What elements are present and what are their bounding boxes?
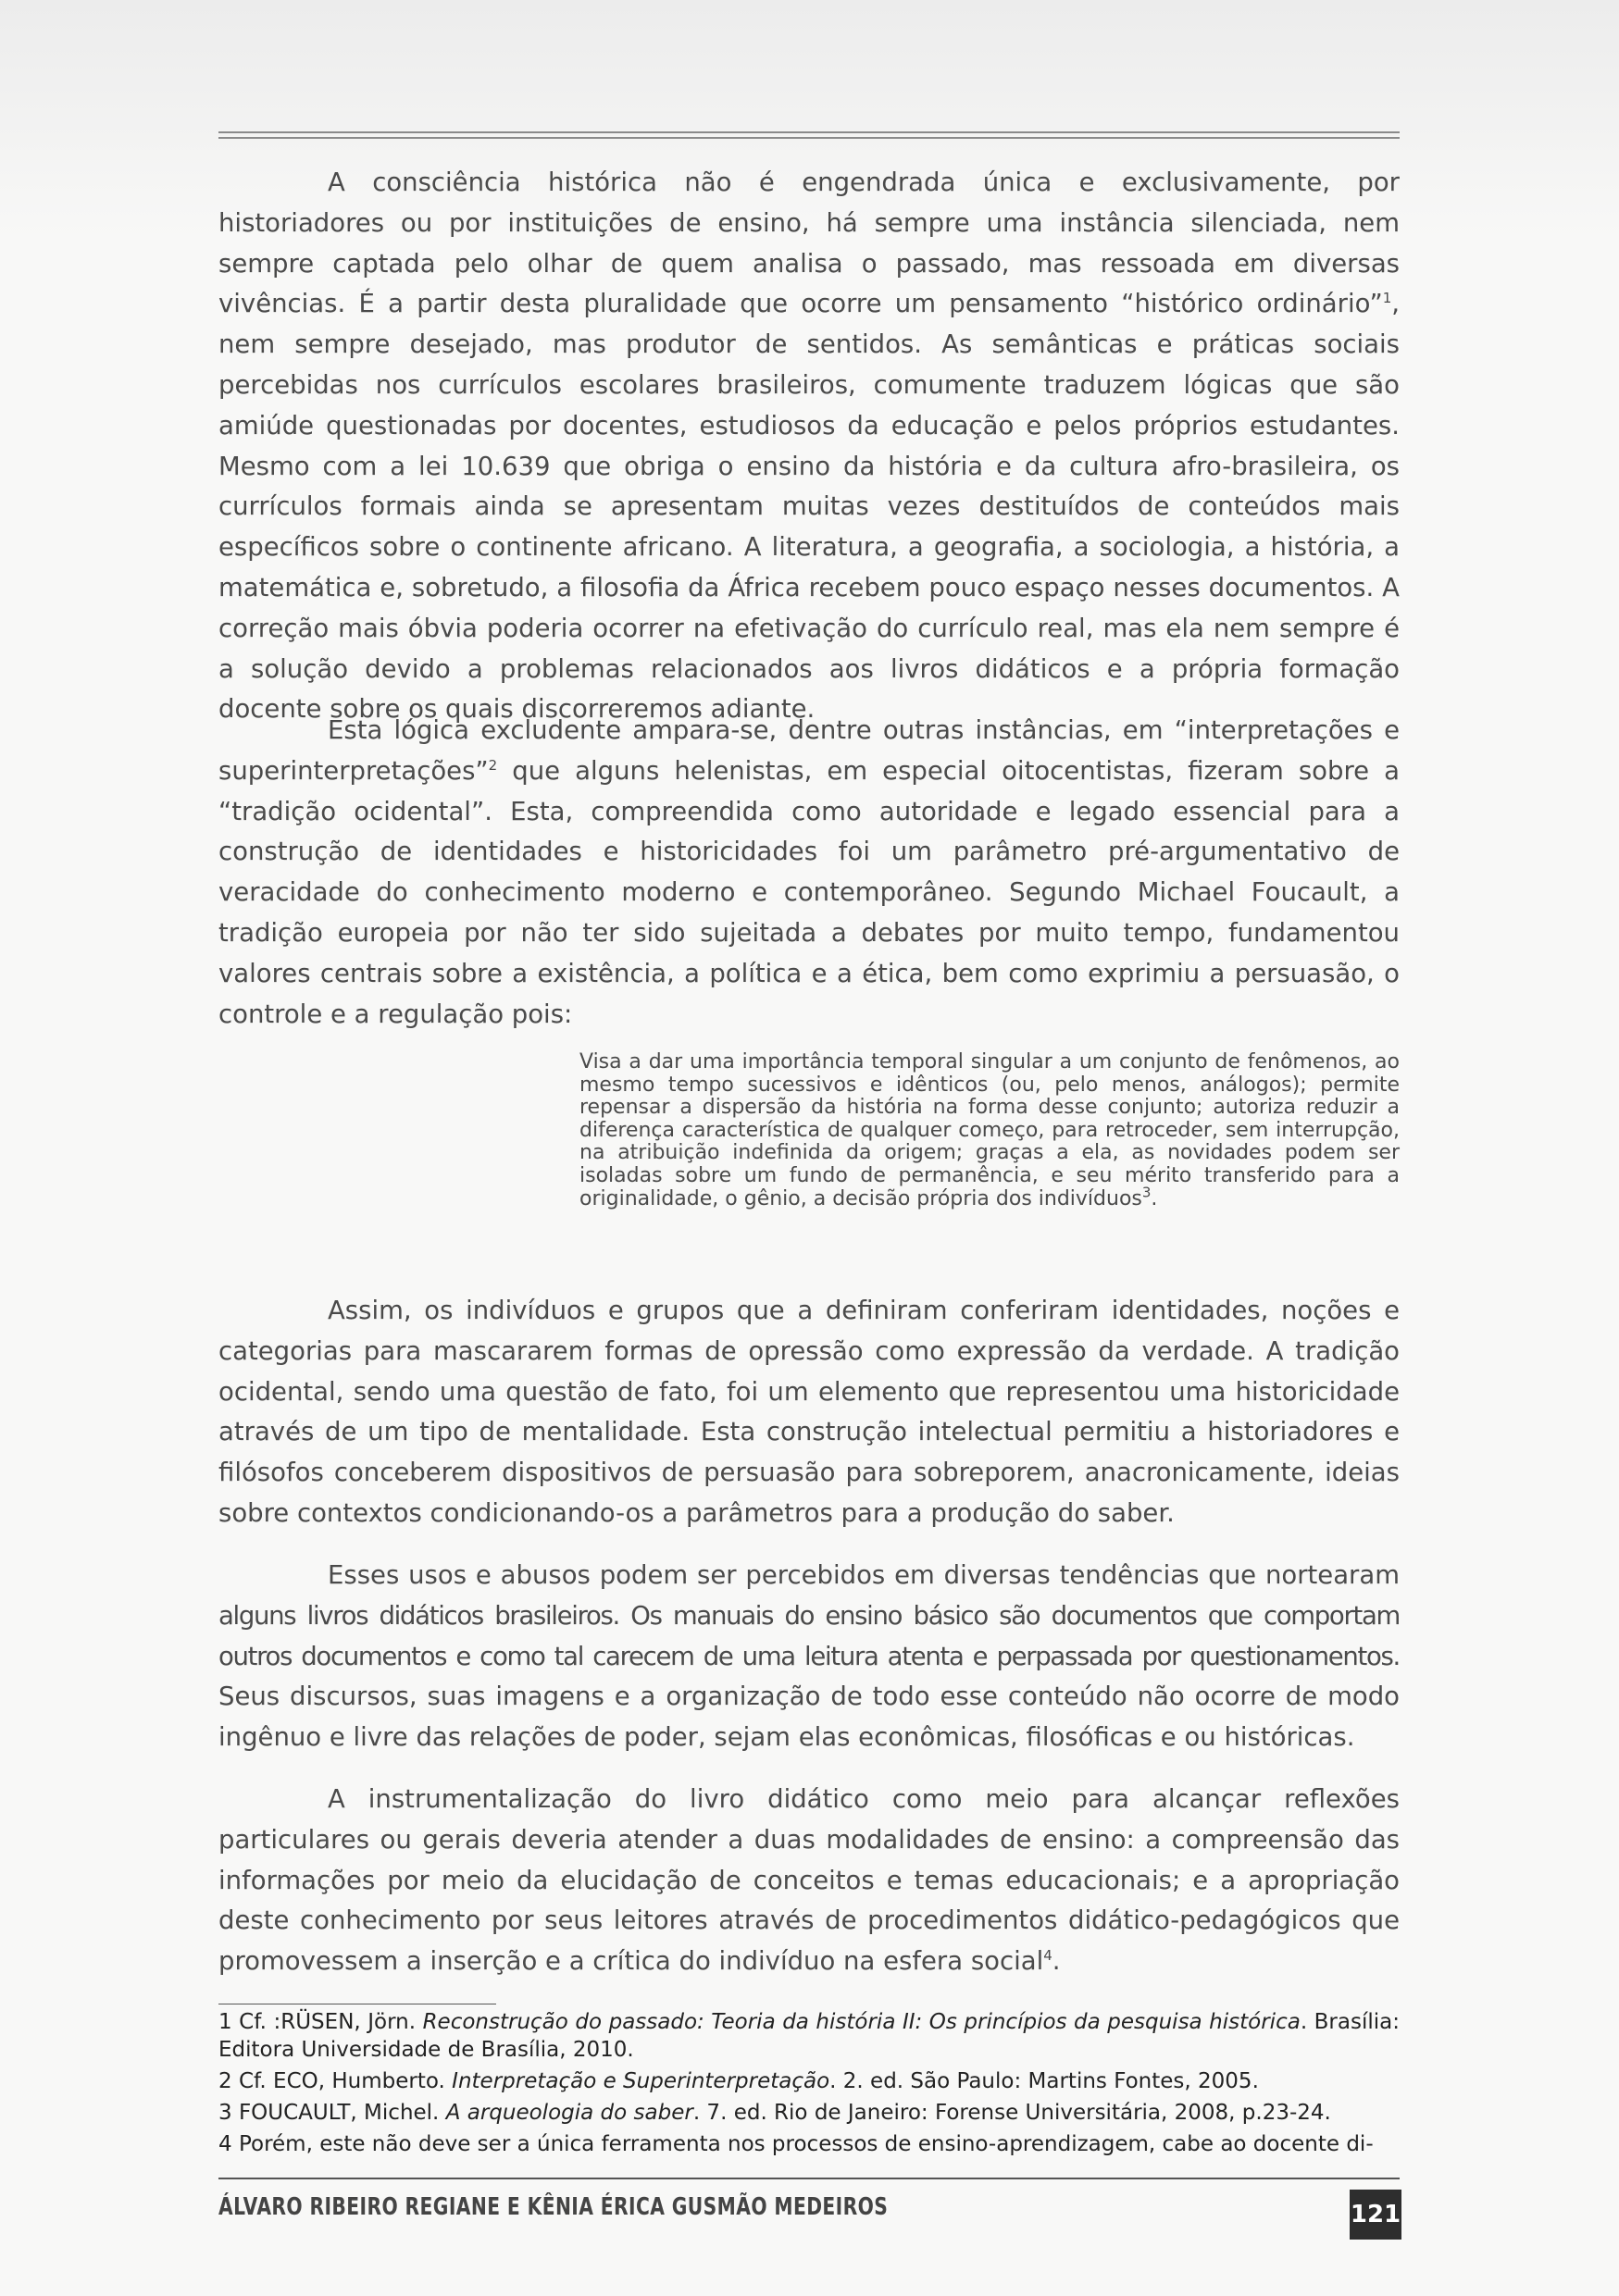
footnote-1: 1 Cf. :RÜSEN, Jörn. Reconstrução do passado: Teoria da história II: Os princípios da pesquisa histórica. Brasília: Editora Universidade de Brasília, 2010. (218, 2010, 1400, 2062)
page-number: 121 (1350, 2190, 1401, 2240)
paragraph-4-text-a: Esses usos e abusos podem ser percebidos em diversas tendências que nortearam (328, 1560, 1400, 1590)
footnote-ref-4[interactable]: 4 (1043, 1947, 1052, 1965)
paragraph-4-text-c: Seus discursos, suas imagens e a organização de todo esse conteúdo não ocorre de modo ingênuo e livre das relações de poder, sejam elas econômicas, filosóficas e ou históricas. (218, 1682, 1400, 1753)
paragraph-1-text: A consciência histórica não é engendrada única e exclusivamente, por historiadores ou por instituições de ensino, há sempre uma instância silenciada, nem sempre captada pelo olhar de quem analisa o passado, mas ressoada em diversas vivências. É a partir desta pluralidade que ocorre um pensamento “histórico ordinário” (218, 168, 1400, 319)
footer-rule (218, 2178, 1400, 2179)
paragraph-2-text: Esta lógica excludente ampara-se, dentre outras instâncias, em “interpretações e superinterpretações” (218, 715, 1400, 786)
paragraph-5-text-end: . (1052, 1946, 1061, 1977)
paragraph-1-text-cont: , nem sempre desejado, mas produtor de sentidos. As semânticas e práticas sociais percebidas nos currículos escolares brasileiros, comumente traduzem lógicas que são amiúde questionadas por docentes, estudiosos da educação e pelos próprios estudantes. Mesmo com a lei 10.639 que obriga o ensino da história e da cultura afro-brasileira, os currículos formais ainda se apresentam muitas vezes destituídos de conteúdos mais específicos sobre o continente africano. A literatura, a geografia, a sociologia, a história, a matemática e, sobretudo, a filosofia da África recebem pouco espaço nesses documentos. A correção mais óbvia poderia ocorrer na efetivação do currículo real, mas ela nem sempre é a solução devido a problemas relacionados aos livros didáticos e a própria formação docente sobre os quais discorreremos adiante. (218, 289, 1400, 725)
paragraph-4 (218, 1556, 1400, 1758)
footer-authors: ÁLVARO RIBEIRO REGIANE E KÊNIA ÉRICA GUSMÃO MEDEIROS (218, 2193, 889, 2221)
footnote-4: 4 Porém, este não deve ser a única ferramenta nos processos de ensino-aprendizagem, cabe ao docente di- (218, 2132, 1374, 2156)
paragraph-2 (218, 711, 1400, 1035)
paragraph-4-text-b: alguns livros didáticos brasileiros. Os manuais do ensino básico são documentos que comportam outros documentos e como tal carecem de uma leitura atenta e perpassada por questionamentos. (218, 1600, 1400, 1671)
footnotes (218, 2008, 1400, 2162)
block-quote-text: Visa a dar uma importância temporal singular a um conjunto de fenômenos, ao mesmo tempo sucessivos e idênticos (ou, pelo menos, análogos); permite repensar a dispersão da história na forma desse conjunto; autoriza reduzir a diferença característica de qualquer começo, para retroceder, sem interrupção, na atribuição indefinida da origem; graças a ela, as novidades podem ser isoladas sobre um fundo de permanência, e seu mérito transferido para a originalidade, o gênio, a decisão própria dos indivíduos (579, 1050, 1400, 1210)
paragraph-5-text: A instrumentalização do livro didático como meio para alcançar reflexões particulares ou gerais deveria atender a duas modalidades de ensino: a compreensão das informações por meio da elucidação de conceitos e temas educacionais; e a apropriação deste conhecimento por seus leitores através de procedimentos didático-pedagógicos que promovessem a inserção e a crítica do indivíduo na esfera social (218, 1784, 1400, 1977)
paragraph-2-text-cont: que alguns helenistas, em especial oitocentistas, fizeram sobre a “tradição ocidental”. Esta, compreendida como autoridade e legado essencial para a construção de identidades e historicidades foi um parâmetro pré-argumentativo de veracidade do conhecimento moderno e contemporâneo. Segundo Michael Foucault, a tradição europeia por não ter sido sujeitada a debates por muito tempo, fundamentou valores centrais sobre a existência, a política e a ética, bem como exprimiu a persuasão, o controle e a regulação pois: (218, 755, 1400, 1029)
paragraph-3 (218, 1291, 1400, 1534)
paragraph-3-text: Assim, os indivíduos e grupos que a definiram conferiram identidades, noções e categorias para mascararem formas de opressão como expressão da verdade. A tradição ocidental, sendo uma questão de fato, foi um elemento que representou uma historicidade através de um tipo de mentalidade. Esta construção intelectual permitiu a historiadores e filósofos conceberem dispositivos de persuasão para sobreporem, anacronicamente, ideias sobre contextos condicionando-os a parâmetros para a produção do saber. (218, 1296, 1400, 1528)
paragraph-5 (218, 1780, 1400, 1982)
footnote-ref-3[interactable]: 3 (1141, 1184, 1152, 1201)
footnote-2: 2 Cf. ECO, Humberto. Interpretação e Superinterpretação. 2. ed. São Paulo: Martins Fontes, 2005. (218, 2069, 1259, 2093)
block-quote (579, 1051, 1400, 1210)
header-double-rule (218, 131, 1400, 139)
footnote-ref-1[interactable]: 1 (1382, 290, 1392, 307)
paragraph-1 (218, 163, 1400, 730)
footnote-3: 3 FOUCAULT, Michel. A arqueologia do saber. 7. ed. Rio de Janeiro: Forense Universitária, 2008, p.23-24. (218, 2101, 1331, 2125)
footnote-ref-2[interactable]: 2 (488, 756, 498, 774)
block-quote-text-end: . (1151, 1186, 1158, 1210)
